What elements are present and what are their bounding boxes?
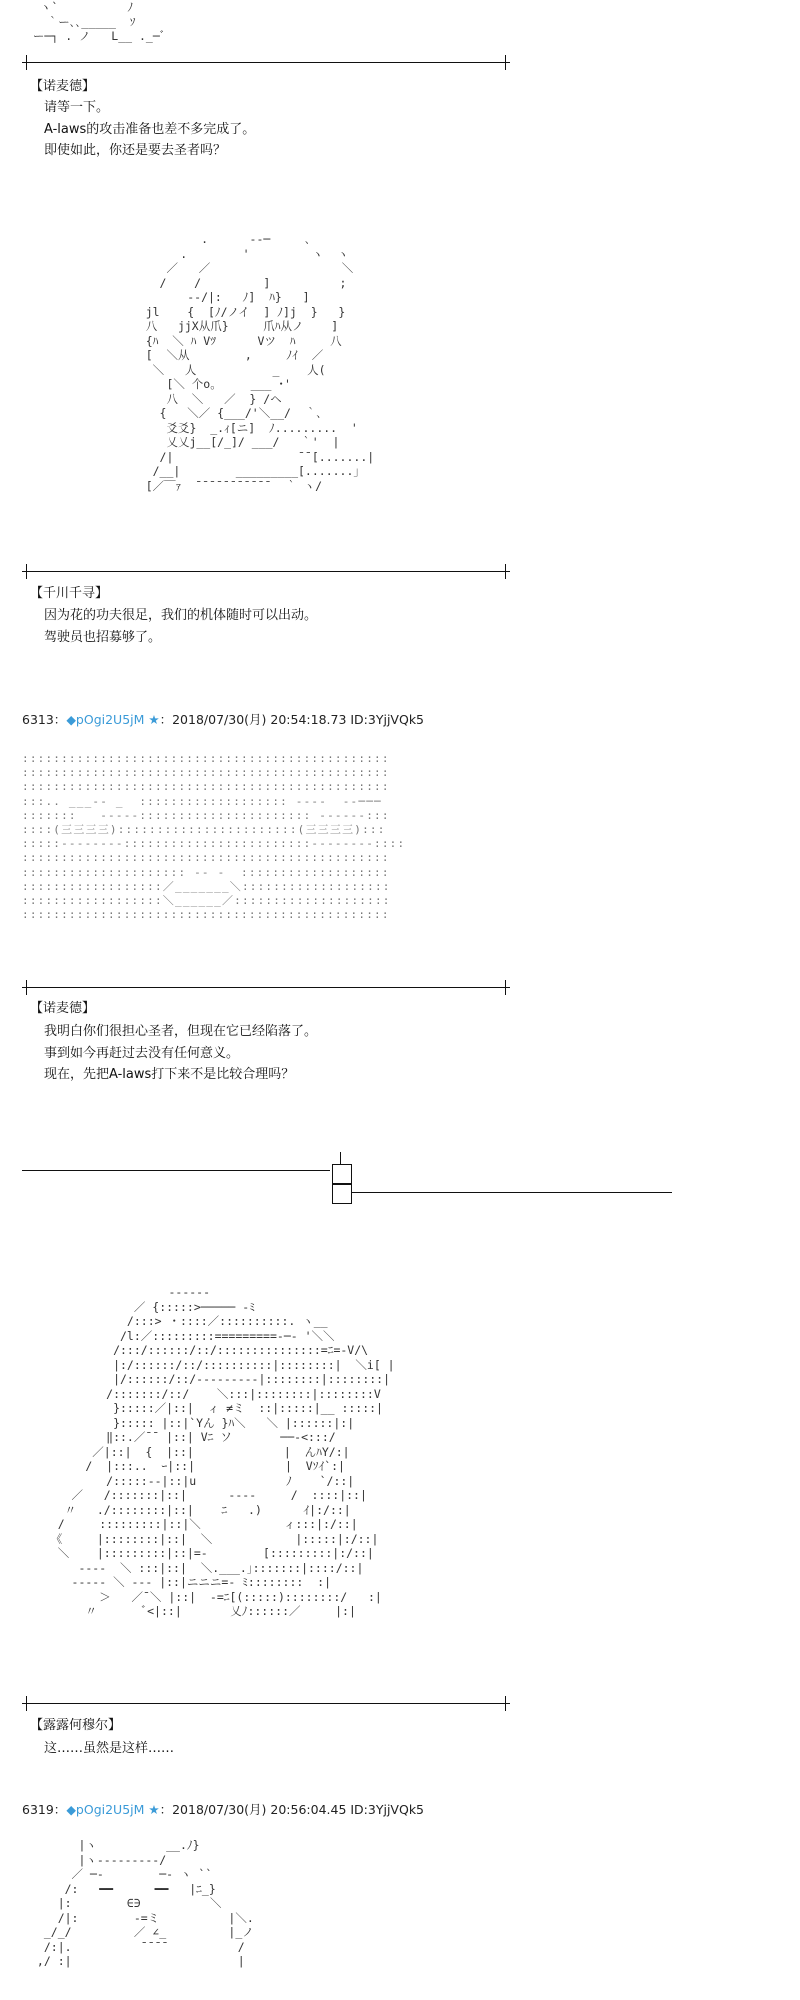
ascii-art-bottom: |ヽ __.ﾉ} |ヽ‐‐‐‐‐‐‐‐-/ ／ ─‐ ─‐ ヽ `` /: ━━ ━━ |ﾆ_} |: ∈∋ ＼ /|: -=ミ |＼. _/_/ ／ ∠_ |_ノ /:|. ¯¯¯¯ / ,/ :| | (36, 1838, 254, 1968)
separator-line (22, 1703, 510, 1704)
dialog-line: 因为花的功夫很足，我们的机体随时可以出动。 (44, 608, 318, 623)
post-number: 6313： (22, 712, 67, 727)
speaker-label: 【诺麦德】 (30, 1001, 96, 1016)
post-trip[interactable]: ◆pOgi2U5jM ★ (66, 1802, 160, 1817)
post-header (22, 712, 424, 728)
ascii-art-lulu: -‐‐‐‐‐ ／ {:::::>───── -ﾐ /:::> ・::::／::::::::::. ヽ__ /l:／:::::::::=========-─‐ '＼＼ /:::/::::::/::/:::::::::::::::=ﾆ=-V/\ |:/::::::/::/::::::::::|::::::::| ＼i[ | |/::::::/::/‐‐‐‐‐‐‐‐‐|::::::::|::::::::| /:::::::/::/ ＼:::|::::::::|::::::::V }:::::／|::| ィ ≠ミ ::|:::::|__ :::::| }::::: |::|`Yん }ﾊ＼ ＼ |::::::|:| ‖::.／¯¯ |::| Vﾆ ソ ──‐<:::/ ／|::| { |::| | んﾊY/:| / |:::.. ｰ|::| | Vｿｲ`:| /:::::‐‐|::|u ﾉ `/::| ／ /:::::::|::| ‐‐‐‐ / ::::|::| 〃 ./::::::::|::| ﾆ .) ｲ|:/::| / :::::::::|::|＼ ィ:::|:/::| 《 |::::::::|::| ＼ |:::::|:/::| ＼ |:::::::::|::|=‐ [:::::::::|:/::| ‐‐‐‐ ＼ :::|::| ＼.___.｣:::::::|::::/::| ‐‐‐‐‐ ＼ ‐‐‐ |::|ニニニ=‐ ﾐ:::::::: :| ＞ ／¯＼ |::| -=ﾆ[(:::::)::::::::/ :| 〃 ﾞ<|::| 乂ﾉ::::::／ |:| (50, 1285, 395, 1618)
dialog-block (44, 97, 255, 162)
speaker-label: 【露露何穆尔】 (30, 1718, 122, 1733)
separator-line (22, 571, 510, 572)
dialog-line: 事到如今再赶过去没有任何意义。 (44, 1045, 240, 1061)
dialog-block (44, 1021, 317, 1086)
dialog-block (44, 1738, 174, 1760)
post-trip[interactable]: ◆pOgi2U5jM ★ (66, 712, 160, 727)
dialog-line: A-laws的攻击准备也差不多完成了。 (44, 121, 256, 137)
dialog-line: 驾驶员也招募够了。 (44, 629, 162, 645)
post-number: 6319： (22, 1802, 67, 1817)
dialog-line: 这……虽然是这样…… (44, 1741, 175, 1756)
speaker-label: 【千川千寻】 (30, 586, 109, 601)
dialog-line: 即使如此，你还是要去圣者吗？ (44, 143, 227, 158)
ascii-art-dots: ::::::::::::::::::::::::::::::::::::::::::::::: ::::::::::::::::::::::::::::::::::::::::::::::: ::::::::::::::::::::::::::::::::::::::::::::::: :::.. ___‐‐ _ ::::::::::::::::::: ‐‐‐‐ ‐‐─── ::::::: ‐‐‐‐‐:::::::::::::::::::::: ‐‐‐‐‐‐::: ::::(三三三三):::::::::::::::::::::::(三三三三)::: :::::‐‐‐‐‐‐‐‐::::::::::::::::::::::::‐‐‐‐‐‐‐‐:::: ::::::::::::::::::::::::::::::::::::::::::::::: ::::::::::::::::::::: ‐‐ ‐ ::::::::::::::::::: ::::::::::::::::::／_______＼::::::::::::::::::: ::::::::::::::::::＼______／:::::::::::::::::::: ::::::::::::::::::::::::::::::::::::::::::::::: (22, 752, 406, 922)
ascii-art-girl: . ‐‐─ ､ . ' ヽ ヽ ／ ／ ＼ / / ] ; --/|: ﾉ] ﾊ} ] jl { [ﾉ/ノイ ] ﾉ]j } } 八 jjX从爪} 爪ﾊ从ノ ] {ﾊ ＼ ﾊ Vﾂ Vツ ﾊ 八 [ ＼从 , ﾉｲ ／ ＼ 人 _ 人( [＼ 个o｡ ___ ･' 八 ＼ ／ } /ヘ { ＼／ {___/'＼__/ ｀､ 爻爻} _.ｨ[ニ] ﾉ......... ' 乂乂j__[/_]/ ___/ ｀' | /| ¯¯[.......| /__| _________[.......」 [／￣ｧ ¯¯¯¯¯¯¯¯¯¯¯ ｀ ヽ/ (145, 232, 375, 493)
dialog-block (44, 605, 317, 648)
post-meta: ：2018/07/30(月) 20:56:04.45 ID:3YjjVQk5 (159, 1802, 425, 1817)
speaker-label: 【诺麦德】 (30, 79, 96, 94)
dialog-line: 我明白你们很担心圣者，但现在它已经陷落了。 (44, 1024, 318, 1039)
post-header (22, 1802, 424, 1818)
dialog-line: 现在，先把A-laws打下来不是比较合理吗？ (44, 1067, 295, 1082)
dialog-line: 请等一下。 (44, 100, 110, 115)
post-meta: ：2018/07/30(月) 20:54:18.73 ID:3YjjVQk5 (159, 712, 425, 727)
scene-divider (22, 1170, 672, 1230)
separator-line (22, 987, 510, 988)
ascii-art-top: ヽ` ﾉ ｀ー､､_____ ｿ ー─┐ . ノ L__ ._─ﾞ (32, 0, 166, 43)
separator-line (22, 62, 510, 63)
